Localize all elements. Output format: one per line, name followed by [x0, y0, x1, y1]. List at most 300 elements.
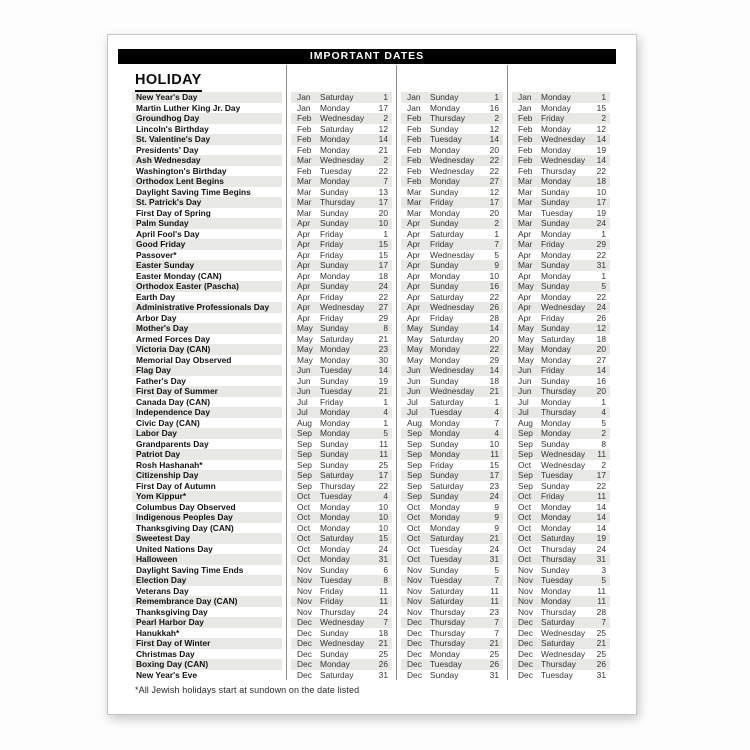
day-number: 1 — [601, 270, 606, 281]
month-abbrev: Feb — [407, 165, 422, 176]
month-abbrev: Sep — [407, 449, 422, 459]
month-abbrev: Jul — [297, 396, 308, 407]
weekday: Friday — [541, 491, 565, 501]
weekday: Wednesday — [541, 302, 586, 312]
holiday-name: Citizenship Day — [132, 470, 282, 481]
day-number: 29 — [489, 354, 499, 365]
day-number: 25 — [596, 627, 606, 638]
weekday: Friday — [320, 291, 344, 302]
year2-date-cell — [401, 596, 503, 607]
month-abbrev: Jun — [518, 386, 532, 396]
day-number: 20 — [596, 386, 606, 396]
weekday: Thursday — [541, 659, 576, 669]
weekday: Wednesday — [541, 155, 586, 165]
table-row — [132, 365, 610, 376]
year2-date-cell — [401, 470, 503, 481]
table-row — [132, 187, 610, 198]
holiday-name: Grandparents Day — [136, 438, 209, 449]
table-row — [132, 145, 610, 156]
month-abbrev: Dec — [297, 617, 312, 627]
weekday: Monday — [320, 554, 350, 564]
weekday: Monday — [320, 134, 350, 144]
weekday: Monday — [320, 501, 350, 512]
weekday: Wednesday — [320, 617, 365, 627]
month-abbrev: Oct — [297, 554, 311, 564]
year2-date-cell — [401, 302, 503, 313]
weekday: Tuesday — [430, 134, 462, 144]
table-row — [132, 512, 610, 523]
month-abbrev: Apr — [518, 249, 532, 260]
weekday: Saturday — [430, 480, 464, 491]
weekday: Thursday — [430, 627, 465, 638]
year1-date-cell — [291, 187, 392, 198]
weekday: Sunday — [320, 218, 349, 228]
weekday: Tuesday — [430, 659, 462, 669]
month-abbrev: Feb — [297, 113, 312, 123]
day-number: 26 — [596, 659, 606, 669]
year1-date-cell — [291, 670, 392, 681]
holiday-name: Lincoln's Birthday — [136, 123, 209, 134]
weekday: Monday — [430, 522, 460, 533]
month-abbrev: Oct — [407, 501, 421, 512]
weekday: Tuesday — [320, 165, 352, 176]
year1-date-cell — [291, 355, 392, 366]
month-abbrev: Apr — [407, 239, 421, 249]
holiday-name: Good Friday — [132, 239, 282, 250]
weekday: Monday — [320, 428, 350, 438]
weekday: Monday — [430, 344, 460, 354]
year3-date-cell — [512, 239, 610, 250]
month-abbrev: Jan — [407, 92, 421, 102]
year2-date-cell — [401, 397, 503, 408]
weekday: Sunday — [430, 218, 459, 228]
year3-date-cell — [512, 344, 610, 355]
weekday: Thursday — [320, 480, 355, 491]
day-number: 2 — [601, 113, 606, 123]
weekday: Sunday — [541, 260, 570, 270]
month-abbrev: Oct — [407, 543, 421, 554]
month-abbrev: Apr — [297, 312, 311, 323]
year2-date-cell — [401, 250, 503, 261]
weekday: Monday — [430, 512, 460, 522]
month-abbrev: Nov — [518, 564, 533, 575]
year3-date-cell — [512, 292, 610, 303]
day-number: 1 — [601, 228, 606, 239]
weekday: Wednesday — [541, 449, 586, 459]
day-number: 12 — [378, 123, 388, 134]
month-abbrev: Oct — [297, 543, 311, 554]
holiday-name: Thanksgiving Day — [136, 606, 208, 617]
year1-date-cell — [291, 533, 392, 544]
day-number: 12 — [489, 186, 499, 197]
month-abbrev: Mar — [518, 218, 533, 228]
year3-date-cell — [512, 439, 610, 450]
table-row — [132, 670, 610, 681]
day-number: 9 — [494, 512, 499, 522]
day-number: 13 — [378, 186, 388, 197]
month-abbrev: Feb — [407, 113, 422, 123]
year1-date-cell — [291, 418, 392, 429]
weekday: Monday — [320, 102, 350, 113]
day-number: 27 — [489, 176, 499, 186]
weekday: Sunday — [541, 323, 570, 333]
year2-date-cell — [401, 491, 503, 502]
weekday: Sunday — [320, 260, 349, 270]
day-number: 14 — [378, 134, 388, 144]
holiday-name: Patriot Day — [132, 449, 282, 460]
weekday: Wednesday — [430, 165, 475, 176]
weekday: Friday — [320, 239, 344, 249]
table-row — [132, 208, 610, 219]
weekday: Friday — [541, 239, 565, 249]
weekday: Friday — [320, 249, 344, 260]
day-number: 8 — [601, 438, 606, 449]
year1-date-cell — [291, 449, 392, 460]
day-number: 14 — [489, 134, 499, 144]
day-number: 17 — [596, 470, 606, 480]
year3-date-cell — [512, 113, 610, 124]
month-abbrev: Mar — [407, 186, 422, 197]
day-number: 10 — [378, 512, 388, 522]
weekday: Saturday — [541, 638, 575, 648]
weekday: Tuesday — [320, 575, 352, 585]
day-number: 22 — [378, 165, 388, 176]
table-row — [132, 544, 610, 555]
year1-date-cell — [291, 523, 392, 534]
day-number: 15 — [596, 102, 606, 113]
weekday: Friday — [320, 585, 344, 596]
year3-date-cell — [512, 197, 610, 208]
weekday: Thursday — [541, 554, 576, 564]
weekday: Thursday — [320, 197, 355, 207]
table-row — [132, 271, 610, 282]
month-abbrev: Jun — [518, 365, 532, 375]
weekday: Monday — [541, 396, 571, 407]
day-number: 15 — [378, 249, 388, 260]
day-number: 26 — [489, 302, 499, 312]
year3-date-cell — [512, 491, 610, 502]
month-abbrev: Jun — [407, 365, 421, 375]
month-abbrev: Nov — [407, 564, 422, 575]
year3-date-cell — [512, 407, 610, 418]
day-number: 7 — [494, 575, 499, 585]
year2-date-cell — [401, 187, 503, 198]
month-abbrev: Feb — [518, 165, 533, 176]
weekday: Saturday — [320, 533, 354, 543]
weekday: Monday — [430, 144, 460, 155]
holiday-name: Arbor Day — [136, 312, 177, 323]
weekday: Saturday — [541, 333, 575, 344]
day-number: 1 — [494, 228, 499, 239]
year2-date-cell — [401, 113, 503, 124]
year3-date-cell — [512, 334, 610, 345]
day-number: 10 — [378, 501, 388, 512]
month-abbrev: Mar — [297, 186, 312, 197]
year2-date-cell — [401, 344, 503, 355]
day-number: 21 — [378, 638, 388, 648]
month-abbrev: Apr — [407, 312, 421, 323]
year2-date-cell — [401, 638, 503, 649]
day-number: 11 — [597, 491, 606, 501]
day-number: 7 — [494, 617, 499, 627]
month-abbrev: Dec — [407, 648, 422, 659]
month-abbrev: Oct — [297, 491, 311, 501]
year3-date-cell — [512, 607, 610, 618]
month-abbrev: Sep — [297, 480, 312, 491]
weekday: Sunday — [320, 648, 349, 659]
weekday: Monday — [541, 344, 571, 354]
day-number: 26 — [596, 312, 606, 323]
day-number: 5 — [601, 417, 606, 428]
weekday: Sunday — [320, 564, 349, 575]
month-abbrev: Oct — [518, 543, 532, 554]
calendar-page — [107, 34, 637, 715]
month-abbrev: Mar — [518, 176, 533, 186]
year2-date-cell — [401, 449, 503, 460]
month-abbrev: Jan — [297, 102, 311, 113]
month-abbrev: Dec — [518, 648, 533, 659]
month-abbrev: Sep — [407, 438, 422, 449]
weekday: Saturday — [541, 617, 575, 627]
weekday: Tuesday — [541, 207, 573, 218]
day-number: 27 — [378, 302, 388, 312]
weekday: Thursday — [541, 606, 576, 617]
weekday: Friday — [320, 228, 344, 239]
weekday: Monday — [541, 354, 571, 365]
weekday: Friday — [541, 312, 565, 323]
year1-date-cell — [291, 145, 392, 156]
table-row — [132, 418, 610, 429]
year1-date-cell — [291, 649, 392, 660]
year3-date-cell — [512, 92, 610, 103]
day-number: 29 — [378, 312, 388, 323]
holiday-name: Columbus Day Observed — [136, 501, 236, 512]
month-abbrev: Dec — [518, 659, 533, 669]
year1-date-cell — [291, 407, 392, 418]
day-number: 19 — [596, 533, 606, 543]
holiday-name: Palm Sunday — [132, 218, 282, 229]
weekday: Sunday — [430, 564, 459, 575]
day-number: 7 — [494, 417, 499, 428]
year2-date-cell — [401, 502, 503, 513]
day-number: 20 — [489, 333, 499, 344]
month-abbrev: Oct — [518, 522, 532, 533]
year1-date-cell — [291, 397, 392, 408]
day-number: 31 — [596, 554, 606, 564]
month-abbrev: Apr — [407, 281, 421, 291]
year3-date-cell — [512, 229, 610, 240]
day-number: 20 — [489, 207, 499, 218]
day-number: 14 — [378, 365, 388, 375]
table-row — [132, 638, 610, 649]
year2-date-cell — [401, 523, 503, 534]
year3-date-cell — [512, 260, 610, 271]
day-number: 24 — [378, 606, 388, 617]
month-abbrev: Apr — [297, 239, 311, 249]
table-row — [132, 617, 610, 628]
day-number: 31 — [489, 554, 499, 564]
month-abbrev: Jan — [518, 92, 532, 102]
weekday: Monday — [541, 585, 571, 596]
holiday-name: Christmas Day — [136, 648, 195, 659]
year2-date-cell — [401, 145, 503, 156]
day-number: 8 — [383, 323, 388, 333]
day-number: 21 — [489, 533, 499, 543]
weekday: Saturday — [430, 291, 464, 302]
weekday: Sunday — [320, 459, 349, 470]
weekday: Wednesday — [320, 302, 365, 312]
month-abbrev: Oct — [407, 522, 421, 533]
weekday: Friday — [541, 365, 565, 375]
month-abbrev: Dec — [518, 617, 533, 627]
holiday-name: Yom Kippur* — [132, 491, 282, 502]
day-number: 11 — [490, 449, 499, 459]
month-abbrev: Nov — [297, 564, 312, 575]
day-number: 2 — [494, 218, 499, 228]
weekday: Friday — [320, 312, 344, 323]
day-number: 1 — [383, 417, 388, 428]
day-number: 2 — [383, 113, 388, 123]
weekday: Saturday — [430, 333, 464, 344]
day-number: 11 — [597, 585, 606, 596]
holiday-name: Ash Wednesday — [132, 155, 282, 166]
year2-date-cell — [401, 659, 503, 670]
month-abbrev: Oct — [518, 533, 532, 543]
weekday: Wednesday — [541, 627, 586, 638]
day-number: 16 — [489, 281, 499, 291]
day-number: 10 — [378, 522, 388, 533]
month-abbrev: Oct — [518, 554, 532, 564]
day-number: 1 — [601, 92, 606, 102]
month-abbrev: May — [518, 333, 534, 344]
day-number: 1 — [494, 396, 499, 407]
day-number: 4 — [494, 407, 499, 417]
year2-date-cell — [401, 323, 503, 334]
year3-date-cell — [512, 365, 610, 376]
holiday-name: First Day of Spring — [136, 207, 211, 218]
month-abbrev: Dec — [297, 669, 312, 680]
year2-date-cell — [401, 271, 503, 282]
holiday-name: St. Valentine's Day — [132, 134, 282, 145]
weekday: Friday — [430, 239, 454, 249]
year1-date-cell — [291, 197, 392, 208]
month-abbrev: Sep — [407, 459, 422, 470]
holiday-name: Memorial Day Observed — [136, 354, 232, 365]
month-abbrev: Dec — [297, 648, 312, 659]
year2-date-cell — [401, 533, 503, 544]
weekday: Monday — [320, 176, 350, 186]
year3-date-cell — [512, 176, 610, 187]
month-abbrev: Feb — [297, 144, 312, 155]
day-number: 4 — [383, 407, 388, 417]
year3-date-cell — [512, 449, 610, 460]
weekday: Saturday — [430, 596, 464, 606]
month-abbrev: Mar — [297, 197, 312, 207]
year3-date-cell — [512, 575, 610, 586]
table-row — [132, 533, 610, 544]
day-number: 28 — [596, 606, 606, 617]
day-number: 11 — [597, 449, 606, 459]
year1-date-cell — [291, 617, 392, 628]
weekday: Saturday — [320, 669, 354, 680]
year2-date-cell — [401, 176, 503, 187]
day-number: 12 — [596, 323, 606, 333]
table-row — [132, 407, 610, 418]
month-abbrev: May — [407, 344, 423, 354]
table-row — [132, 607, 610, 618]
year3-date-cell — [512, 187, 610, 198]
day-number: 9 — [494, 501, 499, 512]
day-number: 15 — [378, 533, 388, 543]
day-number: 27 — [596, 354, 606, 365]
day-number: 10 — [596, 186, 606, 197]
holiday-name: April Fool's Day — [136, 228, 200, 239]
month-abbrev: Sep — [297, 470, 312, 480]
weekday: Monday — [430, 449, 460, 459]
weekday: Tuesday — [430, 554, 462, 564]
year1-date-cell — [291, 470, 392, 481]
month-abbrev: May — [297, 333, 313, 344]
holiday-name: Canada Day (CAN) — [136, 396, 210, 407]
weekday: Monday — [320, 417, 350, 428]
day-number: 5 — [494, 564, 499, 575]
year1-date-cell — [291, 565, 392, 576]
month-abbrev: Mar — [407, 197, 422, 207]
year2-date-cell — [401, 92, 503, 103]
day-number: 14 — [596, 134, 606, 144]
year3-date-cell — [512, 250, 610, 261]
month-abbrev: May — [297, 344, 313, 354]
month-abbrev: Sep — [518, 438, 533, 449]
weekday: Sunday — [541, 281, 570, 291]
weekday: Monday — [320, 144, 350, 155]
weekday: Wednesday — [541, 134, 586, 144]
month-abbrev: Apr — [297, 281, 311, 291]
holiday-column-heading: HOLIDAY — [135, 72, 202, 92]
month-abbrev: Oct — [518, 491, 532, 501]
year1-date-cell — [291, 512, 392, 523]
table-row — [132, 439, 610, 450]
table-row — [132, 565, 610, 576]
month-abbrev: Oct — [297, 533, 311, 543]
weekday: Tuesday — [430, 575, 462, 585]
weekday: Monday — [541, 144, 571, 155]
day-number: 23 — [378, 344, 388, 354]
day-number: 5 — [494, 249, 499, 260]
weekday: Monday — [430, 176, 460, 186]
day-number: 5 — [383, 428, 388, 438]
year1-date-cell — [291, 134, 392, 145]
month-abbrev: Sep — [518, 428, 533, 438]
month-abbrev: Oct — [407, 533, 421, 543]
table-row — [132, 218, 610, 229]
year3-date-cell — [512, 208, 610, 219]
year2-date-cell — [401, 554, 503, 565]
year1-date-cell — [291, 166, 392, 177]
weekday: Monday — [430, 207, 460, 218]
month-abbrev: Nov — [518, 596, 533, 606]
day-number: 11 — [597, 596, 606, 606]
month-abbrev: Dec — [518, 669, 533, 680]
year1-date-cell — [291, 124, 392, 135]
day-number: 22 — [489, 155, 499, 165]
year1-date-cell — [291, 103, 392, 114]
footnote: *All Jewish holidays start at sundown on the date listed — [135, 685, 360, 695]
day-number: 1 — [494, 92, 499, 102]
year1-date-cell — [291, 250, 392, 261]
year3-date-cell — [512, 124, 610, 135]
month-abbrev: Aug — [407, 417, 422, 428]
